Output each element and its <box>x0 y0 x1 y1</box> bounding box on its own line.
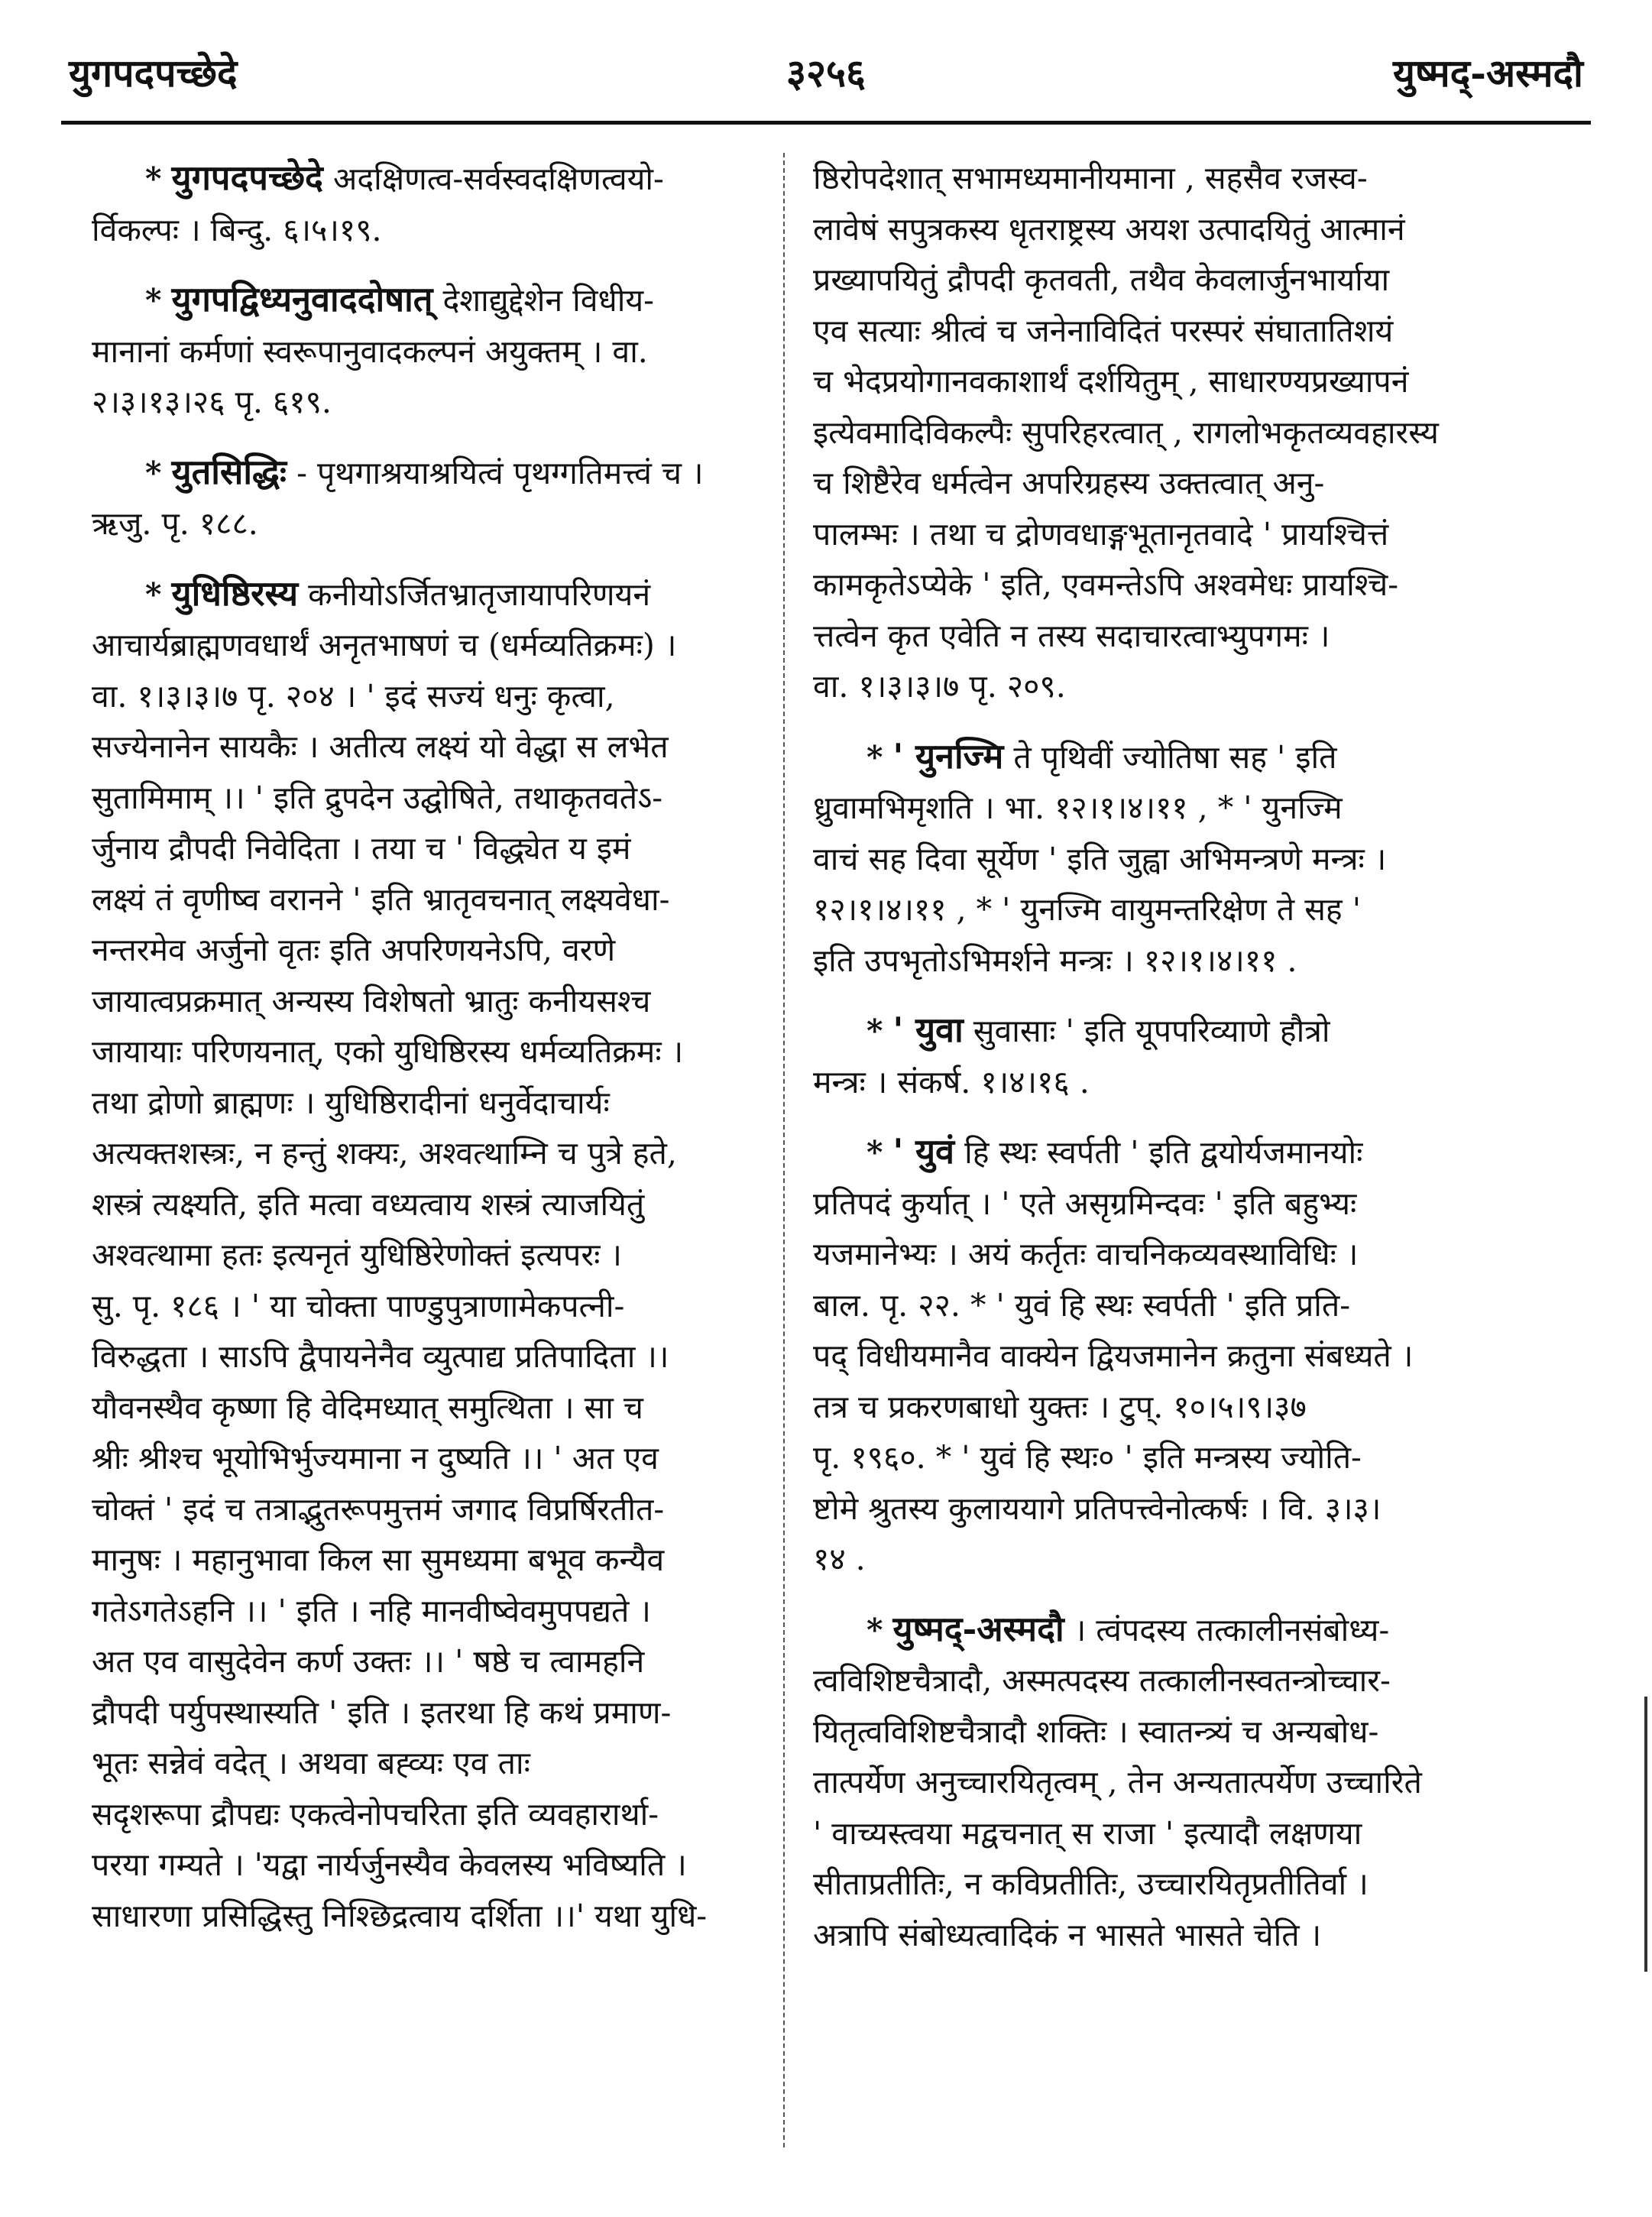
entry-line <box>92 447 795 499</box>
entry-line <box>813 356 1531 407</box>
entry-text: ते पृथिवीं ज्योतिषा सह ' इति <box>1013 738 1337 776</box>
entry-text: विरुद्धता । साऽपि द्वैपायनेनैव व्युत्पाद्य प्रतिपादिता ।। <box>92 1338 669 1375</box>
entry-line <box>813 1126 1531 1178</box>
entry-text: कामकृतेऽप्येके ' इति, एवमन्तेऽपि अश्वमेधः प्रायश्चि- <box>813 566 1399 603</box>
entry-text: ऋजु. पृ. १८८. <box>92 505 258 542</box>
entry-text: सीताप्रतीतिः, न कविप्रतीतिः, उच्चारयितृप्रतीतिर्वा । <box>813 1865 1369 1902</box>
entry-line <box>813 1280 1531 1331</box>
entry-line <box>92 1078 795 1129</box>
entry-line <box>92 1636 795 1687</box>
entry-line <box>813 611 1531 662</box>
entry-text: लावेषं सपुत्रकस्य धृतराष्ट्रस्य अयश उत्पादयितुं आत्मानं <box>813 210 1405 248</box>
entry-text: प्रख्यापयितुं द्रौपदी कृतवती, तथैव केवलार्जुनभार्याया <box>813 261 1390 298</box>
entry-line <box>813 153 1531 204</box>
entry-text: ष्ठिरोपदेशात् सभामध्यमानीयमाना , सहसैव रजस्व- <box>813 160 1368 196</box>
entry-text: अत एव वासुदेवेन कर्ण उक्तः ।। ' षष्ठे च त्वामहनि <box>92 1643 645 1680</box>
entry-line <box>92 1433 795 1484</box>
entry-line <box>92 620 795 671</box>
entry-line <box>813 1331 1531 1382</box>
entry-line <box>92 274 795 326</box>
entry-headword: युगपदपच्छेदे <box>171 157 323 198</box>
scan-edge-mark <box>1644 1697 1647 1972</box>
entry-text: सज्येनानेन सायकैः । अतीत्य लक्ष्यं यो वेद्धा स लभेत <box>92 728 669 765</box>
entry-line <box>92 1382 795 1434</box>
entry-line <box>92 1891 795 1942</box>
entry-line <box>813 1534 1531 1585</box>
entry-text: नन्तरमेव अर्जुनो वृतः इति अपरिणयनेऽपि, वरणे <box>92 932 616 968</box>
entry-line <box>92 1179 795 1230</box>
entry-line <box>92 1586 795 1637</box>
entry-line <box>92 1839 795 1891</box>
entry-text: कनीयोऽर्जितभ्रातृजायापरिणयनं <box>308 575 651 613</box>
entry-line <box>813 559 1531 611</box>
header-rule <box>61 121 1591 125</box>
entry-line <box>813 306 1531 357</box>
entry-line <box>813 1859 1531 1910</box>
entry-text: पृ. १९६०. * ' युवं हि स्थः० ' इति मन्त्रस्य ज्योति- <box>813 1439 1362 1476</box>
entry-line <box>813 1178 1531 1230</box>
entry-asterisk: * <box>866 1134 883 1171</box>
entry-text: ष्टोमे श्रुतस्य कुलाययागे प्रतिपत्त्वेनोत्कर्षः । वि. ३।३। <box>813 1489 1382 1527</box>
entry-line <box>92 569 795 621</box>
entry-line <box>92 773 795 824</box>
entry-text: अश्वत्थामा हतः इत्यनृतं युधिष्ठिरेणोक्तं इत्यपरः । <box>92 1237 622 1273</box>
dictionary-entry <box>813 1005 1531 1107</box>
entry-text: लक्ष्यं तं वृणीष्व वरानने ' इति भ्रातृवचनात् लक्ष्यवेधा- <box>92 880 670 918</box>
entry-text: सुवासाः ' इति यूपपरिव्याणे हौत्रो <box>973 1013 1330 1049</box>
entry-text: च भेदप्रयोगानवकाशार्थं दर्शयितुम् , साधारण्यप्रख्यापनं <box>813 363 1409 400</box>
entry-text: मानुषः । महानुभावा किल सा सुमध्यमा बभूव कन्यैव <box>92 1541 665 1578</box>
entry-asterisk: * <box>145 160 162 197</box>
entry-text: चोक्तं ' इदं च तत्राद्भुतरूपमुत्तमं जगाद विप्रर्षिरतीत- <box>92 1490 665 1528</box>
entry-text: गतेऽगतेऽहनि ।। ' इति । नहि मानवीष्वेवमुपपद्यते । <box>92 1592 651 1629</box>
entry-text: सु. पृ. १८६ । ' या चोक्ता पाण्डुपुत्राणामेकपत्नी- <box>92 1287 625 1324</box>
entry-text: आचार्यब्राह्मणवधार्थं अनृतभाषणं च (धर्मव्यतिक्रमः) । <box>92 627 677 663</box>
entry-text: तात्पर्येण अनुच्चारयितृत्वम् , तेन अन्यतात्पर्येण उच्चारिते <box>813 1764 1422 1801</box>
entry-headword: युष्मद्-अस्मदौ <box>892 1608 1064 1649</box>
entry-line <box>92 874 795 925</box>
entry-text: द्रौपदी पर्युपस्थास्यति ' इति । इतरथा हि कथं प्रमाण- <box>92 1694 672 1731</box>
entry-text: भूतः सन्नेवं वदेत् । अथवा बह्व्यः एव ताः <box>92 1745 530 1781</box>
entry-text: अदक्षिणत्व-सर्वस्वदक्षिणत्वयो- <box>333 160 664 197</box>
entry-text: मन्त्रः । संकर्ष. १।४।१६ . <box>813 1063 1090 1100</box>
entry-text: प्रतिपदं कुर्यात् । ' एते असृग्रमिन्दवः ' इति बहुभ्यः <box>813 1185 1357 1222</box>
entry-text: वा. १।३।३।७ पृ. २०४ । ' इदं सज्यं धनुः कृत्वा, <box>92 677 615 715</box>
entry-headword: ' युवं <box>892 1131 955 1172</box>
entry-text: अत्यक्तशस्त्रः, न हन्तुं शक्यः, अश्वत्थाम्नि च पुत्रे हते, <box>92 1135 677 1172</box>
entry-line <box>92 1230 795 1281</box>
dictionary-entry <box>813 731 1531 987</box>
entry-line <box>92 1687 795 1739</box>
entry-line <box>813 1910 1531 1961</box>
entry-text: ' वाच्यस्त्वया मद्वचनात् स राजा ' इत्यादौ लक्षणया <box>813 1814 1362 1852</box>
entry-text: तथा द्रोणो ब्राह्मणः । युधिष्ठिरादीनां धनुर्वेदाचार्यः <box>92 1084 610 1121</box>
entry-text: अत्रापि संबोध्यत्वादिकं न भासते भासते चेति । <box>813 1916 1322 1953</box>
entry-line <box>92 1026 795 1078</box>
entry-text: र्विकल्पः । बिन्दु. ६।५।१९. <box>92 211 382 248</box>
left-column <box>92 153 795 1960</box>
entry-text: सुतामिमाम् ।। ' इति द्रुपदेन उद्घोषिते, तथाकृतवतेऽ- <box>92 779 663 816</box>
dictionary-entry <box>92 274 795 428</box>
entry-asterisk: * <box>145 282 162 319</box>
entry-text: मानानां कर्मणां स्वरूपानुवादकल्पनं अयुक्तम् । वा. <box>92 332 648 370</box>
dictionary-entry <box>813 1126 1531 1585</box>
entry-text: तत्र च प्रकरणबाधो युक्तः । टुप्. १०।५।९।३७ <box>813 1388 1307 1425</box>
entry-text: साधारणा प्रसिद्धिस्तु निश्छिद्रत्वाय दर्शिता ।।' यथा युधि- <box>92 1897 708 1934</box>
entry-line <box>813 1229 1531 1280</box>
entry-line <box>92 1281 795 1332</box>
dictionary-entry <box>92 569 795 1942</box>
entry-headword: युधिष्ठिरस्य <box>171 572 299 614</box>
entry-text: हि स्थः स्वर्पती ' इति द्वयोर्यजमानयोः <box>964 1134 1363 1171</box>
entry-text: यितृत्वविशिष्टचैत्रादौ शक्तिः । स्वातन्त्र्यं च अन्यबोध- <box>813 1713 1379 1750</box>
entry-text: जायायाः परिणयनात्, एको युधिष्ठिरस्य धर्मव्यतिक्रमः । <box>92 1033 684 1070</box>
entry-line <box>813 783 1531 834</box>
entry-text: १२।१।४।११ , * ' युनज्मि वायुमन्तरिक्षेण ते सह ' <box>813 891 1361 928</box>
entry-text: यजमानेभ्यः । अयं कर्तृतः वाचनिकव्यवस्थाविधिः । <box>813 1236 1359 1272</box>
entry-headword: युतसिद्धिः <box>171 451 287 492</box>
entry-line <box>813 1757 1531 1808</box>
column-divider <box>783 153 785 2147</box>
entry-line <box>92 1789 795 1840</box>
entry-text: त्तत्वेन कृत एवेति न तस्य सदाचारत्वाभ्युपगमः । <box>813 617 1330 654</box>
entry-line <box>92 153 795 205</box>
dictionary-entry <box>813 153 1531 712</box>
entry-text: १४ . <box>813 1541 866 1577</box>
entry-text: त्वविशिष्टचैत्रादौ, अस्मत्पदस्य तत्कालीनस्वतन्त्रोच्चार- <box>813 1662 1391 1699</box>
entry-asterisk: * <box>145 454 162 491</box>
entry-line <box>813 1432 1531 1483</box>
entry-line <box>92 205 795 256</box>
entry-line <box>813 884 1531 935</box>
dictionary-entry <box>813 1604 1531 1961</box>
entry-text: जायात्वप्रक्रमात् अन्यस्य विशेषतो भ्रातुः कनीयसश्च <box>92 982 651 1019</box>
entry-headword: युगपद्विध्यनुवाददोषात् <box>171 279 433 319</box>
entry-line <box>92 377 795 428</box>
entry-text: ध्रुवामभिमृशति । भा. १२।१।४।११ , * ' युनज्मि <box>813 789 1343 826</box>
entry-line <box>92 671 795 722</box>
entry-text: वा. १।३।३।७ पृ. २०९. <box>813 668 1066 705</box>
entry-line <box>813 935 1531 987</box>
entry-line <box>92 1331 795 1382</box>
entry-line <box>92 1738 795 1789</box>
entry-headword: ' युवा <box>892 1010 964 1050</box>
entry-text: २।३।१३।२६ पृ. ६१९. <box>92 384 332 420</box>
dictionary-entry <box>92 447 795 549</box>
entry-line <box>92 326 795 378</box>
entry-line <box>813 731 1531 783</box>
entry-text: एव सत्याः श्रीत्वं च जनेनाविदितं परस्परं संघातातिशयं <box>813 312 1394 349</box>
entry-line <box>813 458 1531 509</box>
entry-text: शस्त्रं त्यक्ष्यति, इति मत्वा वध्यत्वाय शस्त्रं त्याजयितुं <box>92 1185 645 1223</box>
page-header <box>61 46 1591 115</box>
entry-text: इति उपभृतोऽभिमर्शने मन्त्रः । १२।१।४।११ . <box>813 942 1297 979</box>
entry-text: सदृशरूपा द्रौपद्यः एकत्वेनोपचरिता इति व्यवहारार्था- <box>92 1795 659 1833</box>
entry-line <box>813 1604 1531 1656</box>
entry-text: परया गम्यते । 'यद्वा नार्यर्जुनस्यैव केवलस्य भविष्यति । <box>92 1846 687 1883</box>
entry-line <box>813 1483 1531 1535</box>
entry-headword: ' युनज्मि <box>892 735 1004 776</box>
entry-text: इत्येवमादिविकल्पैः सुपरिहरत्वात् , रागलोभकृतव्यवहारस्य <box>813 413 1439 451</box>
entry-asterisk: * <box>866 1013 883 1049</box>
entry-line <box>813 254 1531 306</box>
entry-text: वाचं सह दिवा सूर्येण ' इति जुह्वा अभिमन्त्रणे मन्त्रः । <box>813 840 1387 877</box>
entry-asterisk: * <box>866 1611 883 1648</box>
entry-line <box>813 1707 1531 1758</box>
entry-asterisk: * <box>866 738 883 776</box>
entry-line <box>92 976 795 1027</box>
entry-line <box>92 498 795 549</box>
entry-line <box>813 204 1531 255</box>
entry-line <box>92 925 795 976</box>
entry-line <box>92 823 795 874</box>
entry-line <box>813 407 1531 459</box>
entry-line <box>92 1128 795 1179</box>
entry-text: । त्वंपदस्य तत्कालीनसंबोध्य- <box>1074 1611 1390 1648</box>
running-head-right: युष्मद्-अस्मदौ <box>1392 50 1583 96</box>
entry-text: र्जुनाय द्रौपदी निवेदिता । तया च ' विद्ध्येत य इमं <box>92 830 631 867</box>
entry-line <box>813 1808 1531 1859</box>
entry-line <box>813 509 1531 560</box>
entry-text: श्रीः श्रीश्च भूयोभिर्भुज्यमाना न दुष्यति ।। ' अत एव <box>92 1440 659 1476</box>
entry-text: - पृथगाश्रयाश्रयित्वं पृथग्गतिमत्त्वं च । <box>296 454 704 491</box>
entry-asterisk: * <box>145 575 162 613</box>
entry-line <box>813 1005 1531 1057</box>
entry-line <box>92 1535 795 1586</box>
entry-text: पद् विधीयमानैव वाक्येन द्वियजमानेन क्रतुना संबध्यते । <box>813 1337 1414 1374</box>
entry-text: पालम्भः । तथा च द्रोणवधाङ्गभूतानृतवादे ' प्रायश्चित्तं <box>813 515 1389 553</box>
entry-text: च शिष्टैरेव धर्मत्वेन अपरिग्रहस्य उक्तत्वात् अनु- <box>813 465 1325 501</box>
running-head-left: युगपदपच्छेदे <box>69 50 238 96</box>
entry-line <box>92 1484 795 1535</box>
page-number: ३२५६ <box>786 50 866 96</box>
entry-text: यौवनस्थैव कृष्णा हि वेदिमध्यात् समुत्थिता । सा च <box>92 1389 643 1426</box>
dictionary-entry <box>92 153 795 255</box>
entry-text: देशाद्युद्देशेन विधीय- <box>442 282 655 319</box>
entry-line <box>813 1382 1531 1433</box>
entry-line <box>813 1057 1531 1108</box>
entry-line <box>813 1655 1531 1707</box>
entry-text: बाल. पृ. २२. * ' युवं हि स्थः स्वर्पती ' इति प्रति- <box>813 1286 1351 1324</box>
entry-line <box>813 834 1531 885</box>
entry-line <box>813 661 1531 712</box>
right-column <box>813 153 1531 1979</box>
entry-line <box>92 721 795 773</box>
